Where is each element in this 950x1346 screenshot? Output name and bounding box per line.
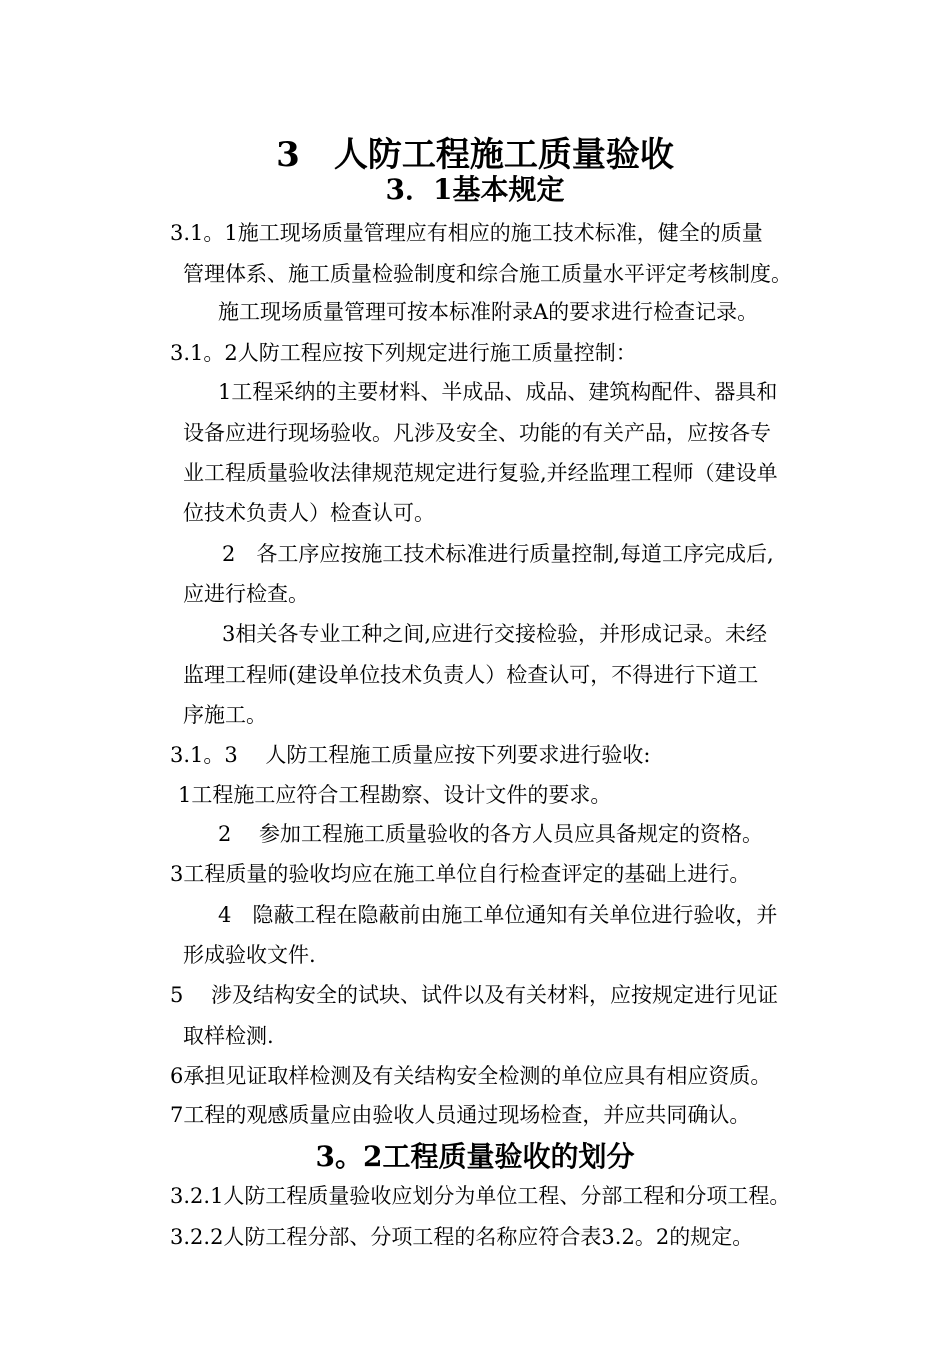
clause-3-1-3-item3: 3工程质量的验收均应在施工单位自行检查评定的基础上进行。 [170,862,751,886]
section-heading-3-2: 3。2工程质量验收的划分 [315,1140,635,1173]
clause-3-1-2-item1-line3: 业工程质量验收法律规范规定进行复验,并经监理工程师（建设单 [183,461,778,485]
clause-3-1-2-item1-line1: 1工程采纳的主要材料、半成品、成品、建筑构配件、器具和 [218,380,778,404]
clause-3-1-2-item3-line3: 序施工。 [183,703,267,727]
clause-3-1-3-item7: 7工程的观感质量应由验收人员通过现场检查，并应共同确认。 [170,1103,751,1127]
clause-3-1-3-item5-line1: 5 涉及结构安全的试块、试件以及有关材料，应按规定进行见证 [170,983,779,1007]
clause-3-1-2-item1-line2: 设备应进行现场验收。凡涉及安全、功能的有关产品，应按各专 [183,421,771,445]
clause-3-1-3-item1: 1工程施工应符合工程勘察、设计文件的要求。 [178,783,612,807]
page-title: 3 人防工程施工质量验收 [276,135,674,175]
clause-3-1-2-item3-line2: 监理工程师(建设单位技术负责人）检查认可，不得进行下道工 [183,663,759,687]
clause-3-1-3-item4-line2: 形成验收文件. [183,943,316,967]
clause-3-1-2-item2-line2: 应进行检查。 [183,582,309,606]
clause-3-1-3-intro: 3.1。3 人防工程施工质量应按下列要求进行验收: [170,743,651,767]
clause-3-1-1-line3: 施工现场质量管理可按本标准附录A的要求进行检查记录。 [218,300,759,324]
clause-3-1-1-line2: 管理体系、施工质量检验制度和综合施工质量水平评定考核制度。 [183,262,792,286]
section-heading-3-1: 3．1基本规定 [385,173,565,206]
clause-3-1-1-line1: 3.1。1施工现场质量管理应有相应的施工技术标准，健全的质量 [170,221,763,245]
clause-3-1-2-item1-line4: 位技术负责人）检查认可。 [183,501,435,525]
clause-3-2-1: 3.2.1人防工程质量验收应划分为单位工程、分部工程和分项工程。 [170,1184,791,1208]
clause-3-1-2-item2-line1: 2 各工序应按施工技术标准进行质量控制,每道工序完成后, [222,542,774,566]
clause-3-2-2: 3.2.2人防工程分部、分项工程的名称应符合表3.2。2的规定。 [170,1225,754,1249]
clause-3-1-3-item4-line1: 4 隐蔽工程在隐蔽前由施工单位通知有关单位进行验收，并 [218,903,778,927]
clause-3-1-2-intro: 3.1。2人防工程应按下列规定进行施工质量控制： [170,341,637,365]
clause-3-1-2-item3-line1: 3相关各专业工种之间,应进行交接检验，并形成记录。未经 [222,622,768,646]
clause-3-1-3-item6: 6承担见证取样检测及有关结构安全检测的单位应具有相应资质。 [170,1064,772,1088]
clause-3-1-3-item5-line2: 取样检测. [183,1024,274,1048]
clause-3-1-3-item2: 2 参加工程施工质量验收的各方人员应具备规定的资格。 [218,822,764,846]
